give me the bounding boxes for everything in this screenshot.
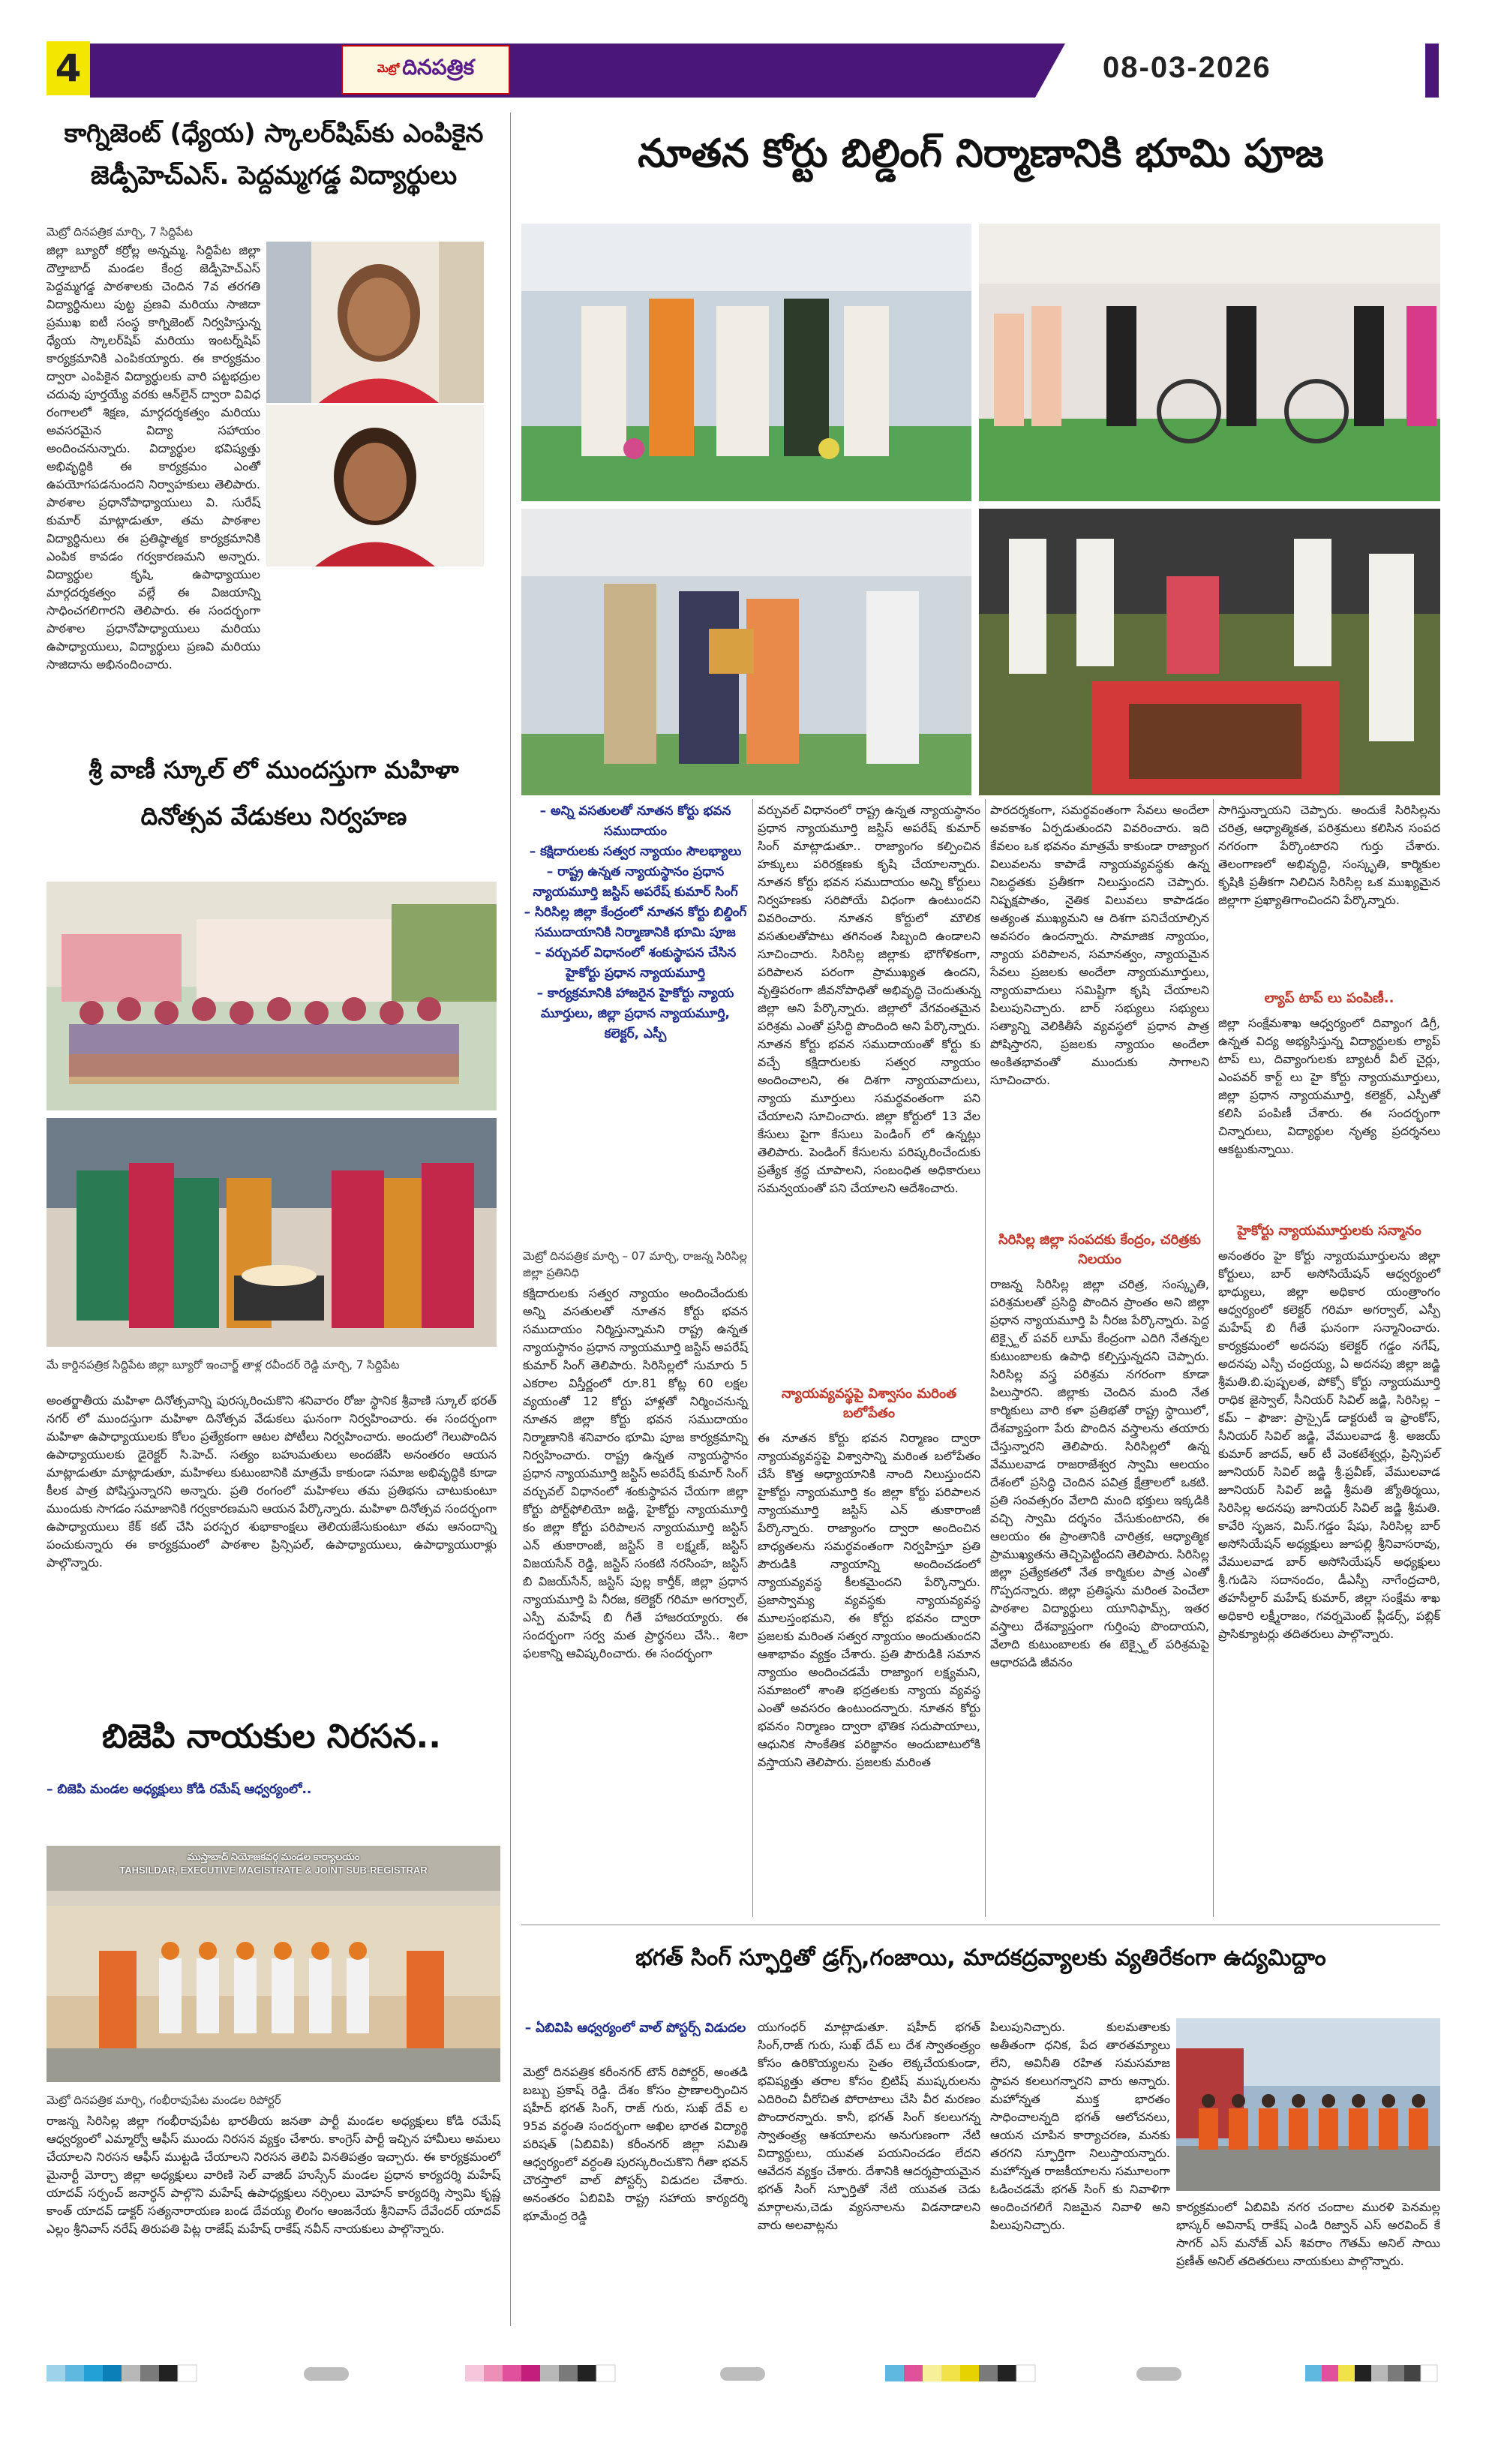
- bullet-item: – అన్ని వసతులతో నూతన కోర్టు భవన సముదాయం: [539, 804, 731, 839]
- bullet-item: – సిరిసిల్ల జిల్లా కేంద్రంలో నూతన కోర్టు బిల్డింగ్ సముదాయానికి నిర్మాణానికి భూమి పూజ: [524, 905, 747, 940]
- page-number: 4: [47, 41, 90, 95]
- bullet-item: – వర్చువల్ విధానంలో శంకుస్థాపన చేసిన హైకోర్టు ప్రధాన న్యాయమూర్తి: [534, 945, 737, 981]
- main-bullets: [523, 801, 748, 1044]
- main-headline: నూతన కోర్టు బిల్డింగ్ నిర్మాణానికి భూమి పూజ: [638, 131, 1324, 176]
- bhagat-singh-col4: కార్యక్రమంలో ఏబివిపి నగర చందాల మురళి పెనమల్ల భాస్కర్ అవినాష్ రాకేష్ ఎండి రిజ్వాన్ ఎస్ అరవింద్ కే సాగర్ ఎస్ మనోజ్ ఎస్ శివరాం గౌతమ్ అనిల్ సాయి ప్రణీత్ అనిల్ తదితరులు నాయకులు పాల్గొన్నారు.: [1176, 2200, 1440, 2268]
- main-dateline: మెట్రో దినపత్రిక మార్చి – 07 మార్చి, రాజన్న సిరిసిల్ల జిల్లా ప్రతినిధి: [523, 1249, 747, 1279]
- bhoomi-pooja-photo: [979, 509, 1440, 795]
- bhagat-singh-headline: భగత్ సింగ్ స్ఫూర్తితో డ్రగ్స్,గంజాయి, మాదకద్రవ్యాలకు వ్యతిరేకంగా ఉద్యమిద్దాం: [635, 1945, 1326, 1971]
- main-col-rule-3: [1213, 799, 1214, 1917]
- main-col3-subhead: సిరిసిల్ల జిల్లా సంపదకు కేంద్రం, చరిత్రకు నిలయం: [998, 1232, 1201, 1267]
- bhagat-singh-col3: పిలుపునిచ్చారు. కులమతాలకు అతీతంగా ధనిక, పేద తారతమ్యాలు లేని, అవినీతి రహిత సమసమాజ స్థాపన కలలుగన్నారని వారు అన్నారు. మహోన్నత ముక్త భారతం సాధించాలన్నది భగత్ ఆలోచనలు, ఆయన చూపిన కార్యాచరణ, మనకు తరగని స్ఫూర్తిగా నిలుస్తాయన్నారు. మహోన్నత రాజకీయాలను సమూలంగా ఓడించడమే భగత్ సింగ్ కు నివాళిగా అందించగలిగే నిజమైన నివాళి అని పిలుపునిచ్చారు.: [990, 2020, 1170, 2232]
- newspaper-logo[interactable]: [341, 45, 510, 95]
- main-col4-subhead-laptops: ల్యాప్ టాప్ లు పంపిణీ..: [1264, 990, 1394, 1006]
- womens-day-body: అంతర్జాతీయ మహిళా దినోత్సవాన్ని పురస్కరించుకొని శనివారం రోజు స్థానిక శ్రీవాణి స్కూల్ భరత్ నగర్ లో ముందస్తుగా మహిళా దినోత్సవ వేడుకలు ఘనంగా నిర్వహించారు. ఈ సందర్భంగా మహిళా ఉపాధ్యాయులకు కోలం ప్రత్యేకంగా ఆటల పోటీలు నిర్వహించారు. అందులో గెలుపొందిన ఉపాధ్యాయులకు డైరెక్టర్ సి.హెచ్. సత్యం బహుమతులు అందజేసి అనంతరం ఆయన మాట్లాడుతూ మాట్లాడుతూ, మహిళలు కుటుంబానికి మాత్రమే కాకుండా సమాజ అభివృద్ధికి కూడా కీలక పాత్ర పోషిస్తున్నారని అన్నారు. ప్రతి రంగంలో మహిళలు తమ ప్రతిభను చాటుకుంటూ ముందుకు సాగడం సమాజానికి గర్వకారణమని ఆయన పేర్కొన్నారు. మహిళా దినోత్సవ సందర్భంగా ఉపాధ్యాయులు కేక్ కట్ చేసి పరస్పర శుభాకాంక్షలు తెలియజేసుకుంటూ తమ ఆనందాన్ని పంచుకున్నారు ఈ కార్యక్రమంలో పాఠశాల ప్రిన్సిపల్, ఉపాధ్యాయులు, ఉపాధ్యాయురాళ్లు పాల్గొన్నారు.: [47, 1393, 497, 1570]
- main-col4-body-b: జిల్లా సంక్షేమశాఖ ఆధ్వర్యంలో దివ్యాంగ డిగ్రీ, ఉన్నత విద్య అభ్యసిస్తున్న విద్యార్థులకు ల్యాప్ టాప్ లు, దివ్యాంగులకు బ్యాటరీ వీల్ చైర్లు, ఎంపవర్ కార్ట్ లు హై కోర్టు న్యాయమూర్తులు, జిల్లా ప్రధాన న్యాయమూర్తి, కలెక్టర్, ఎస్పీతో కలిసి పంపిణీ చేశారు. ఈ సందర్భంగా చిన్నారులు, విద్యార్థుల నృత్య ప్రదర్శనలు ఆకట్టుకున్నాయి.: [1218, 1016, 1440, 1156]
- main-col4-body-c: అనంతరం హై కోర్టు న్యాయమూర్తులను జిల్లా కోర్టులు, బార్ అసోసియేషన్ ఆధ్వర్యంలో భాధ్యులు, జిల్లా అధికార యంత్రాంగం ఆధ్వర్యంలో కలెక్టర్ గరిమా అగర్వాల్, ఎస్పీ మహేష్ బి గీతే ఘనంగా సన్మానించారు. కార్యక్రమంలో అదనపు కలెక్టర్ గడ్డం నగేష్, అదనపు ఎస్పీ చంద్రయ్య, ఏ అదనపు జిల్లా జడ్జి శ్రీమతి.బి.పుష్పలత, పోక్సో కోర్టు న్యాయమూర్తి రాధిక జైస్వాల్, సీనియర్ సివిల్ జడ్జి, సిరిసిల్ల – కమ్ – ఫౌజా: ప్రాస్సైడ్ డాక్టరుటీ ఇ ఫ్రాంకోస్, సీనియర్ సివిల్ జడ్జి, వేములవాడ శ్రీ. అజయ్ కుమార్ జాదవ్, ఆర్ టీ వెంకటేశ్వర్లు, ప్రిన్సిపల్ జూనియర్ సివిల్ జడ్జి శ్రీ.ప్రవీణ్, వేములవాడ జూనియర్ సివిల్ జడ్జి శ్రీమతి జ్యోతిర్మయి, సిరిసిల్ల అదనపు జూనియర్ సివిల్ జడ్జి శ్రీమతి. కావేరి సృజన, మిస్.గడ్డం షేషు, సిరిసిల్ల బార్ అసోసియేషన్ అధ్యక్షులు జూపల్లి శ్రీనివాసరావు, వేములవాడ బార్ అసోసియేషన్ అధ్యక్షులు శ్రీ.గుడిసె సదానందం, డీఎస్పీ నాగేంద్రచారి, తహసీల్దార్ మహేష్ కుమార్, జిల్లా సంక్షేమ శాఖ అధికారి లక్ష్మీరాజం, గవర్నమెంట్ ప్లీడర్స్, పబ్లిక్ ప్రాసిక్యూటర్లు తదితరులు పాల్గొన్నారు.: [1218, 1249, 1440, 1641]
- womens-day-headline: శ్రీ వాణీ స్కూల్ లో ముందస్తుగా మహిళా దినోత్సవ వేడుకలు నిర్వహణ: [89, 756, 459, 831]
- womens-day-dateline: మే కార్డినపత్రిక సిద్దిపేట జిల్లా బ్యూరో ఇంచార్జ్ తాళ్ల రవీందర్ రెడ్డి మార్చి, 7 సిద్దిపేట: [47, 1358, 400, 1372]
- court-event-felicitation-photo: [521, 224, 971, 501]
- logo-title: దినపత్రిక: [402, 55, 475, 80]
- bjp-protest-subhead: – బిజెపి మండల అధ్యక్షులు కోడి రమేష్ ఆధ్వర్యంలో..: [47, 1782, 312, 1797]
- masthead-bar: [90, 44, 1035, 98]
- main-col3-body-a: పారదర్శకంగా, సమర్థవంతంగా సేవలు అందేలా అవకాశం ఏర్పడుతుందని వివరించారు. ఇది కేవలం ఒక భవనం మాత్రమే కాకుండా రాజ్యాంగ విలువలను కాపాడే న్యాయవ్యవస్థకు ఉన్న నిబద్ధతకు ప్రతీకగా నిలుస్తుందని చెప్పారు. నిష్పక్షపాతం, నైతిక విలువలు కాపాడడం అత్యంత ముఖ్యమని ఆ దిశగా పనిచేయాల్సిన అవసరం ఉందన్నారు. సామాజిక న్యాయం, న్యాయ పరిపాలన, సమానత్వం, న్యాయమైన సేవలు ప్రజలకు అందేలా న్యాయమూర్తులు, న్యాయవాదులు సమిష్టిగా కృషి చేయాలని పిలుపునిచ్చారు. బార్ సభ్యులు సభ్యులు సత్యాన్ని వెలికితీసే వ్యవస్థలో ప్రధాన పాత్ర పోషిస్తారని, ప్రజలకు న్యాయం అందేలా అంకితభావంతో ముందుకు సాగాలని సూచించారు.: [990, 803, 1209, 1087]
- office-signboard: [53, 1850, 494, 1877]
- bjp-protest-dateline: మెట్రో దినపత్రిక మార్చి, గంభీరావుపేట మండల రిపోర్టర్: [47, 2093, 281, 2107]
- main-col2-body-a: వర్చువల్ విధానంలో రాష్ట్ర ఉన్నత న్యాయస్థానం ప్రధాన న్యాయమూర్తి జస్టిస్ అపరేష్ కుమార్ సింగ్ మాట్లాడుతూ.. రాజ్యాంగం కల్పించిన హక్కులు పరిరక్షణకు కృషి చేయాలన్నారు. నూతన కోర్టు భవన సముదాయం అన్ని కోర్టులు నిర్వహణకు సరిపోయే విధంగా ఉంటుందని వివరించారు. నూతన కోర్టులో మౌలిక వసతులతోపాటు తగినంత సిబ్బంది ఉండాలని సూచించారు. సిరిసిల్ల జిల్లాకు భౌగోళికంగా, పరిపాలన పరంగా ప్రాముఖ్యత ఉందని, వృత్తిపరంగా జీవనోపాధితో అభివృద్ధి చెందుతున్న జిల్లా అని పేర్కొన్నారు. జిల్లాలో వేగవంతమైన పరిశ్రమ ఎంతో ప్రసిద్ధి పొందింది అని పేర్కొన్నారు. నూతన కోర్టు భవన సముదాయంతో కోర్టు కు వచ్చే కక్షిదారులకు సత్వర న్యాయం అందించాలని, ఈ దిశగా న్యాయవాదులు, న్యాయ మూర్తులు సమర్థవంతంగా పని చేయాలని సూచించారు. జిల్లా కోర్టులో 13 వేల కేసులు పైగా కేసులు పెండింగ్ లో ఉన్నట్లు తెలిపారు. పెండింగ్ కేసులను పరిష్కరించేందుకు ప్రత్యేక శ్రద్ధ చూపాలని, సంబంధిత అధికారులు సమన్వయంతో పని చేయాలని ఆదేశించారు.: [758, 803, 980, 1195]
- print-color-bar-magenta: [465, 2365, 615, 2381]
- main-col3-body-b: రాజన్న సిరిసిల్ల జిల్లా చరిత్ర, సంస్కృతి, పరిశ్రమలతో ప్రసిద్ధి పొందిన ప్రాంతం అని జిల్లా ప్రధాన న్యాయమూర్తి పి నీరజ పేర్కొన్నారు. పెద్ద టెక్స్టైల్ పవర్ లూమ్ కేంద్రంగా ఎదిగి నేతన్నల కుటుంబాలకు ఉపాధి కల్పిస్తున్నదని చెప్పారు. సిరిసిల్ల వస్త్ర పరిశ్రమ నగరంగా కూడా పిలుస్తారని. జిల్లాకు చెందిన మంది నేత కార్మికులు వారి కళా ప్రతిభతో రాష్ట్ర స్థాయిలో, దేశవ్యాప్తంగా పేరు పొందిన వస్త్రాలను తయారు చేస్తున్నారని తెలిపారు. సిరిసిల్లలో ఉన్న వేములవాడ రాజరాజేశ్వర స్వామి ఆలయం దేశంలో ప్రసిద్ధి చెందిన పవిత్ర క్షేత్రాలలో ఒకటి. ప్రతి సంవత్సరం వేలాది మంది భక్తులు ఇక్కడికి వచ్చి స్వామి దర్శనం చేసుకుంటారని, ఈ ఆలయం ఈ ప్రాంతానికి చారిత్రక, ఆధ్యాత్మిక ప్రాముఖ్యతను తెచ్చిపెట్టిందని తెలిపారు. సిరిసిల్ల జిల్లా ప్రత్యేకతలో నేత కార్మికుల పాత్ర ఎంతో గొప్పదన్నారు. జిల్లా ప్రతిష్ఠను మరింత పెంచేలా పాఠశాల విద్యార్థులు యూనిఫామ్స్, ఇతర వస్త్రాలు దేశవ్యాప్తంగా గుర్తింపు పొందాయని, వేలాది కుటుంబాలకు ఈ టెక్స్టైల్ పరిశ్రమపై ఆధారపడి జీవనం: [990, 1277, 1209, 1669]
- signboard-line2: TAHSILDAR, EXECUTIVE MAGISTRATE & JOINT SUB-REGISTRAR: [119, 1865, 428, 1876]
- scholarship-body: జిల్లా బ్యూరో కర్రోల్ల అన్నమ్మ. సిద్దిపేట జిల్లా దౌల్తాబాద్ మండల కేంద్ర జెడ్పీహెచ్ఎస్ పెద్దమ్మగడ్డ పాఠశాలకు చెందిన 7వ తరగతి విద్యార్థినులు పుట్ట ప్రణవి మరియు సాజిదా ప్రముఖ ఐటీ సంస్థ కాగ్నిజెంట్ నిర్వహిస్తున్న ధ్యేయ స్కాలర్‌షిప్ మరియు ఇంటర్న్‌షిప్ కార్యక్రమానికి ఎంపికయ్యారు. ఈ కార్యక్రమం ద్వారా ఎంపికైన విద్యార్థులకు వారి పట్టభద్రుల చదువు పూర్తయ్యే వరకు ఆన్‌లైన్ ద్వారా వివిధ రంగాలలో శిక్షణ, మార్గదర్శకత్వం మరియు అవసరమైన విద్యా సహాయం అందించనున్నారు. విద్యార్థుల భవిష్యత్తు అభివృద్ధికి ఈ కార్యక్రమం ఎంతో ఉపయోగపడనుందని నిర్వాహకులు తెలిపారు. పాఠశాల ప్రధానోపాధ్యాయులు వి. సురేష్ కుమార్ మాట్లాడుతూ, తమ పాఠశాల విద్యార్థినులు ఈ ప్రతిష్ఠాత్మక కార్యక్రమానికి ఎంపిక కావడం గర్వకారణమని అన్నారు. విద్యార్థుల కృషి, ఉపాధ్యాయుల మార్గదర్శకత్వం వల్లే ఈ విజయాన్ని సాధించగలిగారని తెలిపారు. ఈ సందర్భంగా పాఠశాల ప్రధానోపాధ్యాయులు మరియు ఉపాధ్యాయులు, విద్యార్థులు ప్రణవి మరియు సాజిదాను అభినందించారు.: [47, 243, 260, 672]
- student-photo-sajida: [266, 405, 484, 566]
- main-col4-body-a: సాగిస్తున్నాయని చెప్పారు. అందుకే సిరిసిల్లను చరిత్ర, ఆధ్యాత్మికత, పరిశ్రమలు కలిసిన సంపద నగరంగా పేర్కొంటారని గుర్తు చేశారు. తెలంగాణలో అభివృద్ధి, సంస్కృతి, కార్మికుల కృషికి ప్రతీకగా నిలిచిన సిరిసిల్ల ఒక ముఖ్యమైన జిల్లాగా ప్రఖ్యాతిగాంచిందని పేర్కొన్నారు.: [1218, 803, 1440, 907]
- bullet-item: – రాష్ట్ర ఉన్నత న్యాయస్థానం ప్రధాన న్యాయమూర్తి జస్టిస్ అపరేష్ కుమార్ సింగ్: [533, 864, 738, 900]
- main-col4-subhead-felicitation: హైకోర్టు న్యాయమూర్తులకు సన్మానం: [1237, 1223, 1421, 1239]
- bullet-item: – కార్యక్రమానికి హాజరైన హైకోర్టు న్యాయ మూర్తులు, జిల్లా ప్రధాన న్యాయమూర్తి, కలెక్టర్, ఎస్పీ: [536, 986, 734, 1041]
- bjp-protest-headline: బిజెపి నాయకుల నిరసన..: [102, 1717, 441, 1756]
- main-col-rule-2: [985, 799, 986, 1917]
- abvp-poster-release-photo: [1176, 2018, 1440, 2191]
- masthead-end-bar: [1425, 44, 1439, 98]
- justice-felicitation-photo: [521, 509, 971, 795]
- print-pill-mark-1: [304, 2367, 349, 2381]
- main-col2-body-b: ఈ నూతన కోర్టు భవన నిర్మాణం ద్వారా న్యాయవ్యవస్థపై విశ్వాసాన్ని మరింత బలోపేతం చేసే కొత్త అధ్యాయానికి నాంది నిలుస్తుందని హైకోర్టు న్యాయమూర్తి కం జిల్లా కోర్టు పరిపాలన న్యాయమూర్తి జస్టిస్ ఎన్ తుకారాంజీ పేర్కొన్నారు. రాజ్యాంగం ద్వారా అందించిన బాధ్యతలను సమర్థవంతంగా నిర్వహిస్తూ ప్రతి పౌరుడికి న్యాయాన్ని అందించడంలో న్యాయవ్యవస్థ కీలకమైందని పేర్కొన్నారు. ప్రజాస్వామ్య వ్యవస్థకు న్యాయవ్యవస్థ మూలస్తంభమని, ఈ కోర్టు భవనం ద్వారా ప్రజలకు మరింత సత్వర న్యాయం అందుతుందని ఆశాభావం వ్యక్తం చేశారు. ప్రతి పౌరుడికి సమాన న్యాయం అందించడమే రాజ్యాంగ లక్ష్యమని, సమాజంలో శాంతి భద్రతలకు న్యాయ వ్యవస్థ ఎంతో అవసరం ఉంటుందన్నారు. నూతన కోర్టు భవనం నిర్మాణం ద్వారా భౌతిక సదుపాయాలు, ఆధునిక సాంకేతిక పరిజ్ఞానం అందుబాటులోకి వస్తాయని తెలిపారు. ప్రజలకు మరింత: [758, 1431, 980, 1769]
- issue-date: 08-03-2026: [1103, 51, 1271, 84]
- bhagat-singh-subhead: – ఏబివిపి ఆధ్వర్యంలో వాల్ పోస్టర్స్ విడుదల: [524, 2021, 746, 2036]
- print-color-bar-yellow: [885, 2365, 1035, 2381]
- print-pill-mark-3: [1136, 2367, 1181, 2381]
- date-strip: [1035, 44, 1425, 98]
- print-color-bar-left: [47, 2365, 197, 2381]
- print-pill-mark-2: [720, 2367, 765, 2381]
- wheelchair-distribution-photo: [979, 224, 1440, 501]
- bjp-protest-photo: [47, 1846, 500, 2082]
- scholarship-dateline: మెట్రో దినపత్రిక మార్చి, 7 సిద్దిపేట: [47, 225, 193, 239]
- signboard-line1: ముస్తాబాద్ నియోజకవర్గ మండల కార్యాలయం: [187, 1851, 360, 1862]
- scholarship-headline: కాగ్నిజెంట్ (ధ్యేయ) స్కాలర్‌షిప్‌కు ఎంపికైన జెడ్పీహెచ్ఎస్. పెద్దమ్మగడ్డ విద్యార్థులు: [64, 119, 484, 191]
- womens-day-group-photo: [47, 882, 497, 1110]
- print-color-bar-right: [1305, 2365, 1440, 2381]
- main-col2-subhead: న్యాయవ్యవస్థపై విశ్వాసం మరింత బలోపేతం: [781, 1386, 957, 1421]
- main-col-rule-1: [752, 799, 753, 1917]
- bullet-item: – కక్షిదారులకు సత్వర న్యాయం సౌలభ్యాలు: [529, 844, 742, 859]
- column-separator: [510, 113, 511, 2326]
- student-photo-pranavi: [266, 242, 484, 403]
- logo-prefix: మెట్రో: [377, 62, 400, 75]
- bhagat-singh-col1: మెట్రో దినపత్రిక కరీంనగర్ టౌన్ రిపోర్టర్, అంతడి బబ్బు ప్రకాష్ రెడ్డి. దేశం కోసం ప్రాణాలర్పించిన షహీద్ భగత్ సింగ్, రాజ్ గురు, సుఖ్ దేవ్ ల 95వ వర్ధంతి సందర్భంగా అఖిల భారత విద్యార్థి పరిషత్ (ఏబివిపి) కరీంనగర్ జిల్లా సమితి ఆధ్వర్యంలో వర్ధంతి పురస్కరించుకొని గీతా భవన్ చౌరస్తాలో వాల్ పోస్టర్స్ విడుదల చేశారు. అనంతరం ఏబివిపి రాష్ట్ర సహాయ కార్యదర్శి భూమేంద్ర రెడ్డి: [523, 2065, 748, 2223]
- bjp-protest-body: రాజన్న సిరిసిల్ల జిల్లా గంభీరావుపేట భారతీయ జనతా పార్టీ మండల అధ్యక్షులు కోడి రమేష్ ఆధ్వర్యంలో ఎమ్మార్వో ఆఫీస్ ముందు నిరసన వ్యక్తం చేశారు. కాంగ్రెస్ పార్టీ ఇచ్చిన హామీలు అమలు చేయాలని నిరసన ఆఫీస్ ముట్టడి చేయాలని నిరసన తెలిపి వినతిపత్రం ఇచ్చారు. ఈ కార్యక్రమంలో మైనార్టీ మోర్చా జిల్లా అధ్యక్షులు వారిణి సెల్ వాజిద్ హుస్సేన్ మండల ప్రధాన కార్యదర్శి మహేష్ యాదవ్ సర్పంచ్ జనార్ధన్ పాల్గొని మహేష్ ఉపాధ్యక్షులు నర్సింలు మోహన్ కార్యదర్శి స్వామి కృష్ణ కాంత్ యాదవ్ డాక్టర్ సత్యనారాయణ బండ దేవయ్య లింగం ఆంజనేయ శ్రీనివాస్ దేవేందర్ యాదవ్ ఎల్లం శ్రీనివాస్ నరేష్ తిరుపతి పిట్ల రాజేష్ మహేష్ రాకేష్ నవీన్ నాయకులు పాల్గొన్నారు.: [47, 2114, 500, 2236]
- bhagat-singh-col2: యుగంధర్ మాట్లాడుతూ. షహీద్ భగత్ సింగ్,రాజ్ గురు, సుఖ్ దేవ్ లు దేశ స్వాతంత్ర్యం కోసం ఉరికొయ్యలను సైతం లెక్కచేయకుండా, భవిష్యత్తు తరాల కోసం బ్రిటిష్ ముష్కరులను ఎదిరించి వీరోచిత పోరాటాలు చేసి వీర మరణం పొందారన్నారు. కానీ, భగత్ సింగ్ కలలుగన్న స్వాతంత్ర్య ఆశయాలను అనుగుణంగా నేటి విద్యార్థులు, యువత పయనించడం లేదని ఆవేదన వ్యక్తం చేశారు. దేశానికి ఆదర్శప్రాయమైన భగత్ సింగ్ స్ఫూర్తితో నేటి యువత చెడు మార్గాలను,చెడు వ్యసనాలను విడనాడాలని వారు అలవాట్లను: [758, 2020, 980, 2232]
- main-col1-body: కక్షిదారులకు సత్వర న్యాయం అందించేందుకు అన్ని వసతులతో నూతన కోర్టు భవన సముదాయం నిర్మిస్తున్నామని రాష్ట్ర ఉన్నత న్యాయస్థానం ప్రధాన న్యాయమూర్తి జస్టిస్ అపరేష్ కుమార్ సింగ్ తెలిపారు. సిరిసిల్లలో సుమారు 5 ఎకరాల విస్తీర్ణంలో రూ.81 కోట్ల 60 లక్షల వ్యయంతో 12 కోర్టు హాళ్లతో నిర్మించనున్న నూతన జిల్లా కోర్టు భవన సముదాయం నిర్మాణానికి శనివారం భూమి పూజ కార్యక్రమాన్ని నిర్వహించారు. రాష్ట్ర ఉన్నత న్యాయస్థానం ప్రధాన న్యాయమూర్తి జస్టిస్ అపరేష్ కుమార్ సింగ్ వర్చువల్ విధానంలో శంకుస్థాపన చేయగా జిల్లా కోర్టు పోర్ట్‌ఫోలియో జడ్జి, హైకోర్టు న్యాయమూర్తి కం జిల్లా కోర్టు పరిపాలన న్యాయమూర్తి జస్టిస్ ఎన్ తుకారాంజీ, జస్టిస్ కె లక్ష్మణ్, జస్టిస్ విజయసేన్ రెడ్డి, జస్టిస్ సంకటి నరసింహ, జస్టిస్ బి విజయ్‌సేన్, జస్టిస్ పుల్ల కార్తీక్, జిల్లా ప్రధాన న్యాయమూర్తి పి నీరజ, కలెక్టర్ గరిమా అగర్వాల్, ఎస్పీ మహేష్ బి గీతే హాజరయ్యారు. ఈ సందర్భంగా సర్వ మత ప్రార్థనలు చేసి.. శిలా ఫలకాన్ని ఆవిష్కరించారు. ఈ సందర్భంగా: [523, 1286, 748, 1660]
- womens-day-cake-photo: [47, 1118, 497, 1347]
